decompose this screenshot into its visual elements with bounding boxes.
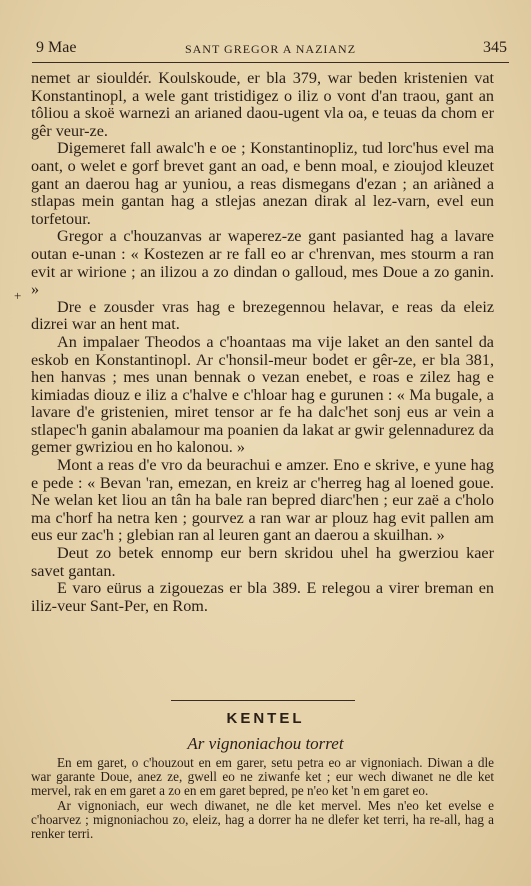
paragraph: Dre e zousder vras hag e brezegennou helavar, e reas da eleiz dizrei war an hent mat. bbox=[31, 297, 494, 334]
paragraph: E varo eürus a zigouezas er bla 389. E relegou a virer breman en iliz-veur Sant-Per, en Rom. bbox=[31, 579, 494, 615]
running-header bbox=[32, 36, 509, 63]
paragraph: Deut zo betek ennomp eur bern skridou uhel ha gwerziou kaer savet gantan. bbox=[31, 544, 494, 580]
page-number: 345 bbox=[483, 39, 507, 56]
main-text bbox=[31, 70, 494, 615]
margin-mark: + bbox=[14, 288, 22, 303]
paragraph: Digemeret fall awalc'h e oe ; Konstantinopliz, tud lorc'hus evel ma oant, o welet e gorf brevet gant an oad, e benn moal, e zioujod kleuzet gant an daerou hag ar yuniou, a reas dismegans d'ezan ; an ariàned a stlapas mein gantan hag a stlejas anezan dirak al lez-varn, evel eun torfetour. bbox=[31, 139, 494, 228]
section-heading: KENTEL bbox=[226, 710, 305, 727]
section-subtitle: Ar vignoniachou torret bbox=[187, 734, 344, 753]
paragraph: Mont a reas d'e vro da beurachui e amzer. Eno e skrive, e yune hag e pede : « Bevan 'ran, emezan, en kreiz ar c'herreg hag al loened goue. Ne welan ket liou an tân ha bale ran bepred diarc'hen ; eur zaë a c'holo ma c'horf ha netra ken ; gourvez a ran war ar plouz hag evit pallen am eus eur zac'h ; glebian ran al leuren gant an daerou a skuilhan. » bbox=[31, 456, 494, 545]
lesson-paragraph: En em garet, o c'houzout en em garer, setu petra eo ar vignoniach. Diwan a dle war garante Doue, anez ze, gwell eo ne ziwanfe ket ; eur wech diwanet ne dle ket mervel, rak en em garet a zo en em garet bepred, pe n'eo ket 'n em garet eo. bbox=[31, 755, 494, 799]
header-title: SANT GREGOR A NAZIANZ bbox=[184, 42, 357, 56]
lesson-text bbox=[31, 756, 494, 841]
paragraph: An impalaer Theodos a c'hoantaas ma vije laket an den santel da eskob en Konstantinopl. Ar c'honsil-meur bodet er gêr-ze, er bla 381, hen hanvas ; mes unan bennak o vezan enebet, e roas e zilez hag e kimiadas diouz e iliz a c'halve e c'hloar hag e gurunen : « Ma bugale, a lavare d'e gristenien, miret tensor ar fe ha dalc'het sonj eus ar vein a stlapec'h ganin abalamour ma poanien da lakat ar gwir gelennadurez da gemer gwriziou en ho kalonou. » bbox=[31, 332, 494, 457]
lesson-paragraph: Ar vignoniach, eur wech diwanet, ne dle ket mervel. Mes n'eo ket evelse e c'hoarvez ; mignoniachou zo, eleiz, hag a dorrer ha ne dlefer ket terri, ha re-all, hag a renker terri. bbox=[31, 797, 494, 842]
header-date: 9 Mae bbox=[36, 39, 77, 56]
paragraph: Gregor a c'houzanvas ar waperez-ze gant pasianted hag a lavare outan e-unan : « Kostezen ar re fall eo ar c'hrenvan, mes stourm a ran evit ar wirione ; an ilizou a zo dindan o galloud, mes Doue a zo ganin. » bbox=[31, 227, 494, 299]
paragraph: nemet ar siouldér. Koulskoude, er bla 379, war beden kristenien vat Konstantinopl, a wele gant tristidigez o iliz o vont d'an traou, gant an tôliou a skoë warnezi an arianed daou-ugent vla oa, e teuas da chom er gêr veur-ze. bbox=[31, 69, 494, 140]
section-divider bbox=[171, 700, 355, 701]
